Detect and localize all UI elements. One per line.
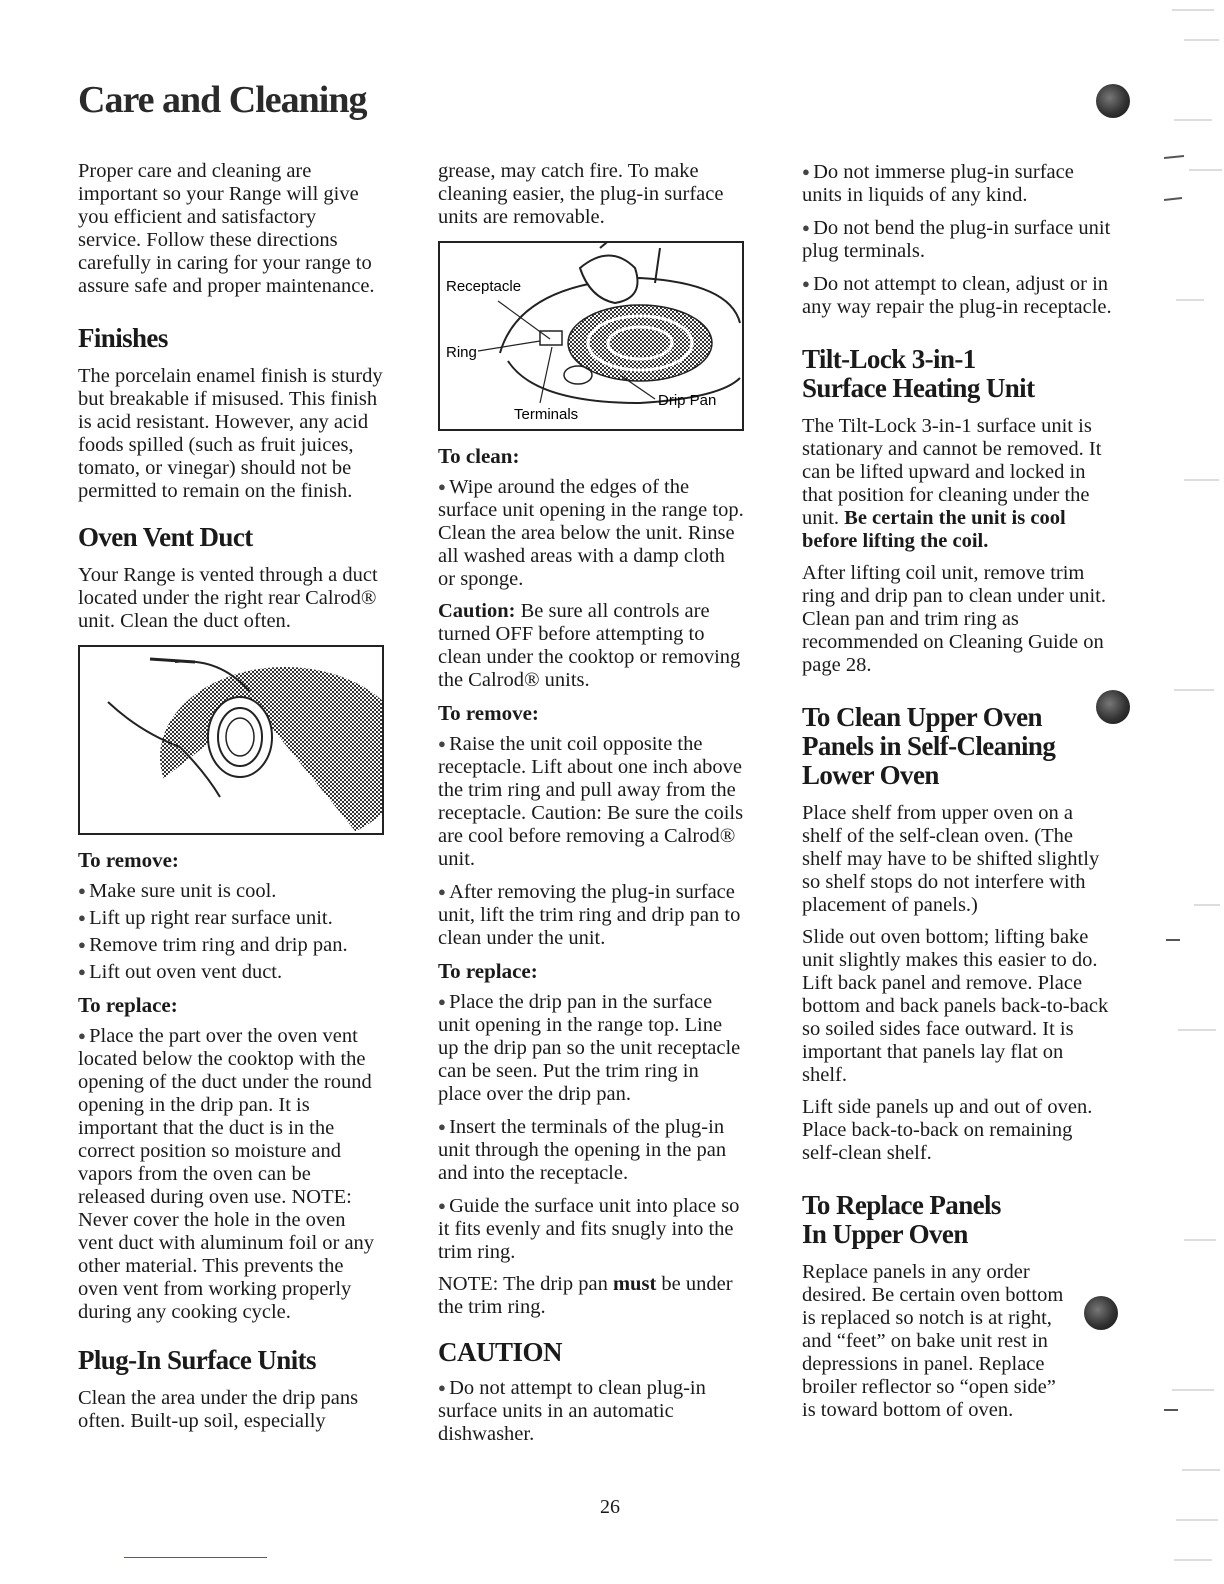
caution-item: ● Do not attempt to clean plug-in surface units in an automatic dishwasher. <box>438 1376 746 1446</box>
replace-step: ● Guide the surface unit into place so it fits evenly and fits snugly into the trim ring. <box>438 1194 746 1264</box>
upper-oven-paragraph: Lift side panels up and out of oven. Place back-to-back on remaining self-clean shelf. <box>802 1096 1093 1164</box>
heading-line: Lower Oven <box>802 760 939 790</box>
section-marker-dot <box>1096 84 1130 118</box>
upper-oven-paragraph: Slide out oven bottom; lifting bake unit slightly makes this easier to do. Lift back panel and remove. Place bottom and back panels back-to-back so soiled sides face outward. It is important that panels lay flat on shelf. <box>802 926 1109 1086</box>
note-text: be under the trim ring. <box>438 1273 733 1318</box>
label-receptacle: Receptacle <box>446 278 522 295</box>
remove-step: ● Raise the unit coil opposite the receptacle. Lift about one inch above the trim ring and pull away from the receptacle. Caution: Be sure the coils are cool before removing a Calrod® unit. <box>438 732 746 871</box>
note-text: NOTE: The drip pan <box>438 1273 613 1295</box>
note-paragraph <box>438 1273 746 1319</box>
upper-oven-paragraph: Place shelf from upper oven on a shelf of the self-clean oven. (The shelf may have to be shifted slightly so shelf stops do not interfere with placement of panels.) <box>802 802 1100 916</box>
remove-step: ● Make sure unit is cool. <box>78 879 383 903</box>
remove-step: ● Lift up right rear surface unit. <box>78 906 383 930</box>
heading-line: Surface Heating Unit <box>802 373 1035 403</box>
to-clean-heading: To clean: <box>438 444 520 468</box>
tilt-lock-paragraph <box>802 415 1112 553</box>
caution-text: Be sure all controls are turned OFF before attempting to clean under the cooktop or removing the Calrod® units. <box>438 600 741 691</box>
upper-oven-panels-heading <box>802 703 1112 790</box>
replace-step: ● Insert the terminals of the plug-in unit through the opening in the pan and into the receptacle. <box>438 1115 746 1185</box>
finishes-heading: Finishes <box>78 323 168 353</box>
caution-item: ● Do not bend the plug-in surface unit plug terminals. <box>802 216 1112 263</box>
caution-heading: CAUTION <box>438 1337 563 1367</box>
heading-line: To Clean Upper Oven <box>802 702 1042 732</box>
heading-line: Tilt-Lock 3-in-1 <box>802 344 976 374</box>
caution-item: ● Do not attempt to clean, adjust or in any way repair the plug-in receptacle. <box>802 272 1112 319</box>
replace-heading: To replace: <box>438 959 538 983</box>
tilt-lock-paragraph-2: After lifting coil unit, remove trim ring and drip pan to clean under unit. Clean pan and trim ring as recommended on Cleaning Guide on page 28. <box>802 562 1106 676</box>
caution-paragraph <box>438 600 746 692</box>
label-drip-pan: Drip Pan <box>658 392 717 409</box>
continued-paragraph: grease, may catch fire. To make cleaning easier, the plug-in surface units are removable. <box>438 160 724 228</box>
clean-step: ● Wipe around the edges of the surface unit opening in the range top. Clean the area below the unit. Rinse all washed areas with a damp cloth or sponge. <box>438 475 746 591</box>
caution-item: ● Do not immerse plug-in surface units in liquids of any kind. <box>802 160 1112 207</box>
tilt-lock-heading <box>802 345 1112 403</box>
finishes-paragraph: The porcelain enamel finish is sturdy but breakable if misused. This finish is acid resistant. However, any acid foods spilled (such as fruit juices, tomato, or vinegar) should not be permitted to remain on the finish. <box>78 365 383 502</box>
note-emphasis: must <box>612 1273 657 1295</box>
remove-heading: To remove: <box>78 848 179 872</box>
column-1 <box>78 160 383 1442</box>
vent-duct-illustration <box>78 645 384 835</box>
scan-margin-artifacts <box>1164 0 1224 1584</box>
page-title: Care and Cleaning <box>78 79 367 121</box>
section-marker-dot <box>1096 690 1130 724</box>
replace-step: ● Place the drip pan in the surface unit opening in the range top. Line up the drip pan so the unit receptacle can be seen. Put the trim ring in place over the drip pan. <box>438 990 746 1106</box>
surface-unit-illustration <box>438 241 744 431</box>
replace-step: ● Place the part over the oven vent located below the cooktop with the opening of the duct under the round opening in the drip pan. It is important that the duct is in the correct position so moisture and vapors from the oven can be released during oven use. NOTE: Never cover the hole in the oven vent duct with aluminum foil or any other material. This prevents the oven vent from working properly during any cooking cycle. <box>78 1024 383 1324</box>
label-ring: Ring <box>446 344 477 361</box>
label-terminals: Terminals <box>514 406 579 423</box>
oven-vent-paragraph: Your Range is vented through a duct located under the right rear Calrod® unit. Clean the duct often. <box>78 564 378 632</box>
tilt-lock-warning: Be certain the unit is cool before lifting the coil. <box>802 507 1066 552</box>
caution-label: Caution: <box>438 600 516 622</box>
oven-vent-duct-heading: Oven Vent Duct <box>78 522 253 552</box>
remove-step: ● After removing the plug-in surface unit, lift the trim ring and drip pan to clean under the unit. <box>438 880 746 950</box>
footer-rule <box>124 1557 267 1558</box>
replace-heading: To replace: <box>78 993 178 1017</box>
heading-line: In Upper Oven <box>802 1219 968 1249</box>
replace-panels-paragraph: Replace panels in any order desired. Be certain oven bottom is replaced so notch is at right, and “feet” on bake unit rest in depressions in panel. Replace broiler reflector so “open side” is toward bottom of oven. <box>802 1261 1064 1421</box>
intro-paragraph: Proper care and cleaning are important so your Range will give you efficient and satisfactory service. Follow these directions carefully in caring for your range to assure safe and proper maintenance. <box>78 160 375 297</box>
heading-line: Panels in Self-Cleaning <box>802 731 1056 761</box>
plug-in-paragraph: Clean the area under the drip pans often. Built-up soil, especially <box>78 1387 359 1432</box>
heading-line: To Replace Panels <box>802 1190 1001 1220</box>
tilt-lock-text: The Tilt-Lock 3-in-1 surface unit is stationary and cannot be removed. It can be lifted upward and locked in that position for cleaning under the unit. <box>802 415 1102 529</box>
page-number: 26 <box>600 1496 620 1518</box>
replace-panels-heading <box>802 1191 1112 1249</box>
remove-heading: To remove: <box>438 701 539 725</box>
column-2 <box>438 160 746 1455</box>
remove-step: ● Lift out oven vent duct. <box>78 960 383 984</box>
remove-step: ● Remove trim ring and drip pan. <box>78 933 383 957</box>
plug-in-surface-units-heading: Plug-In Surface Units <box>78 1345 316 1375</box>
column-3 <box>802 160 1112 1431</box>
section-marker-dot <box>1084 1296 1118 1330</box>
